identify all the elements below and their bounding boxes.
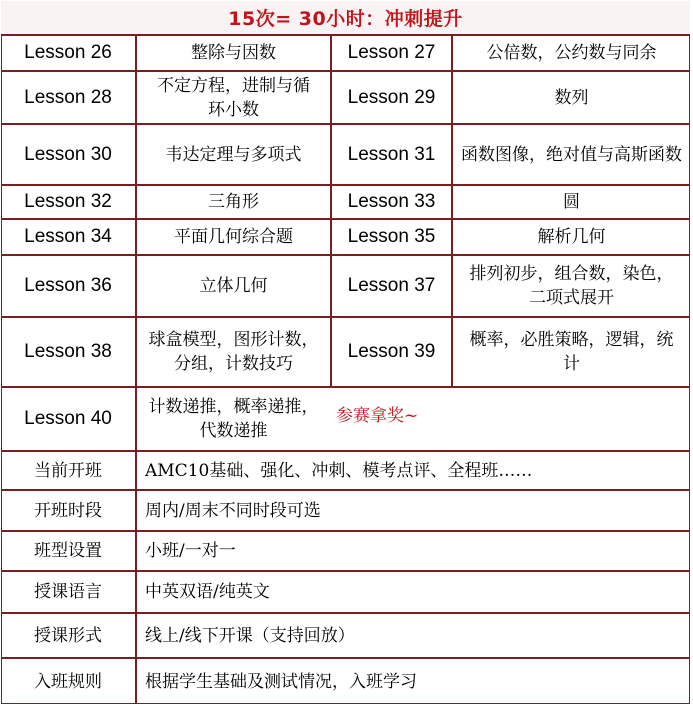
row-divider bbox=[1, 316, 690, 318]
info-value-format: 线上/线下开课（支持回放） bbox=[145, 625, 355, 646]
lesson-33-topic: 圆 bbox=[563, 192, 580, 212]
lesson-38-label: Lesson 38 bbox=[24, 341, 112, 362]
info-value-enrollment-rule: 根据学生基础及测试情况，入班学习 bbox=[145, 671, 417, 692]
lesson-36-topic: 立体几何 bbox=[199, 276, 268, 296]
lesson-33-label: Lesson 33 bbox=[347, 191, 436, 212]
row-divider bbox=[1, 218, 690, 220]
lesson-35-label: Lesson 35 bbox=[347, 226, 436, 247]
lesson-39-label: Lesson 39 bbox=[347, 341, 436, 362]
row-divider bbox=[1, 70, 690, 72]
info-value-time-slots: 周内/周末不同时段可选 bbox=[145, 500, 321, 521]
row-divider bbox=[1, 657, 690, 659]
lesson-32-topic: 三角形 bbox=[208, 192, 259, 212]
lesson-35-topic: 解析几何 bbox=[537, 227, 606, 247]
column-divider bbox=[451, 36, 453, 386]
lesson-34-topic: 平面几何综合题 bbox=[174, 227, 293, 247]
info-value-current-classes: AMC10基础、强化、冲刺、模考点评、全程班…… bbox=[145, 460, 533, 481]
info-label-class-type: 班型设置 bbox=[34, 541, 102, 561]
lesson-34-label: Lesson 34 bbox=[24, 226, 112, 247]
row-divider bbox=[1, 386, 690, 388]
lesson-29-label: Lesson 29 bbox=[347, 86, 436, 108]
award-note: 参赛拿奖~ bbox=[336, 406, 419, 426]
row-divider bbox=[1, 570, 690, 572]
lesson-31-topic: 函数图像，绝对值与高斯函数 bbox=[461, 144, 682, 165]
info-label-enrollment-rule: 入班规则 bbox=[34, 671, 102, 692]
lesson-37-topic: 排列初步，组合数，染色，二项式展开 bbox=[469, 264, 674, 308]
info-label-language: 授课语言 bbox=[34, 582, 102, 602]
info-value-language: 中英双语/纯英文 bbox=[145, 582, 270, 602]
lesson-27-topic: 公倍数，公约数与同余 bbox=[486, 43, 657, 63]
lesson-37-label: Lesson 37 bbox=[347, 275, 436, 296]
row-divider bbox=[1, 450, 690, 452]
lesson-40-label: Lesson 40 bbox=[24, 408, 112, 429]
row-divider bbox=[1, 489, 690, 491]
lesson-31-label: Lesson 31 bbox=[347, 143, 436, 165]
lesson-27-label: Lesson 27 bbox=[347, 42, 436, 63]
row-divider bbox=[1, 184, 690, 186]
lesson-28-label: Lesson 28 bbox=[24, 86, 112, 108]
info-value-class-type: 小班/一对一 bbox=[145, 541, 236, 561]
lesson-29-topic: 数列 bbox=[554, 87, 589, 108]
lesson-30-label: Lesson 30 bbox=[24, 143, 112, 165]
row-divider bbox=[1, 254, 690, 256]
table-title: 15次= 30小时：冲刺提升 bbox=[1, 1, 690, 36]
lesson-32-label: Lesson 32 bbox=[24, 191, 112, 212]
info-label-time-slots: 开班时段 bbox=[34, 500, 102, 521]
lesson-28-topic: 不定方程，进制与循环小数 bbox=[157, 75, 310, 120]
row-divider bbox=[1, 123, 690, 125]
info-label-format: 授课形式 bbox=[34, 625, 102, 646]
column-divider bbox=[330, 36, 332, 386]
lesson-38-topic: 球盒模型，图形计数，分组，计数技巧 bbox=[148, 330, 319, 374]
info-label-current-classes: 当前开班 bbox=[34, 460, 102, 481]
lesson-36-label: Lesson 36 bbox=[24, 275, 112, 296]
lesson-40-topic: 计数递推，概率递推，代数递推 bbox=[148, 397, 319, 441]
column-divider bbox=[135, 36, 137, 704]
lesson-26-topic: 整除与因数 bbox=[191, 43, 276, 63]
lesson-30-topic: 韦达定理与多项式 bbox=[165, 144, 302, 165]
lesson-26-label: Lesson 26 bbox=[24, 42, 112, 63]
row-divider bbox=[1, 530, 690, 532]
lesson-39-topic: 概率，必胜策略，逻辑，统计 bbox=[469, 330, 674, 374]
row-divider bbox=[1, 612, 690, 614]
